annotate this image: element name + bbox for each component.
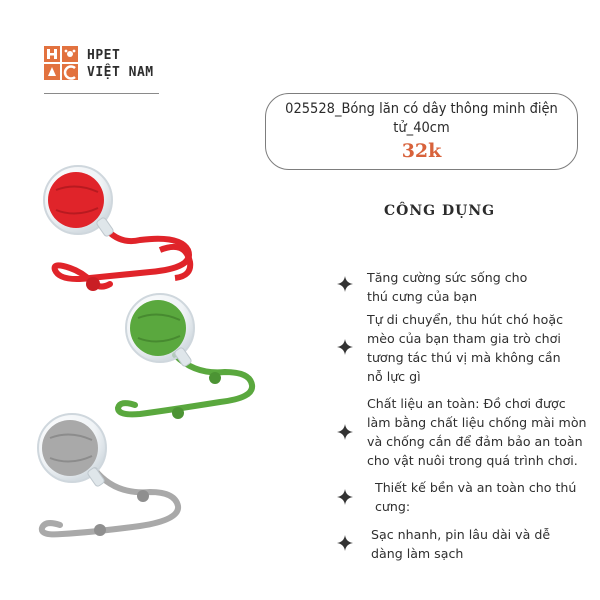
product-price: 32k: [401, 140, 442, 162]
green-ball-toy: [118, 294, 252, 419]
brand-line2: VIỆT NAM: [87, 65, 154, 80]
product-illustration: [0, 160, 340, 600]
benefit-item: Tăng cường sức sống cho thú cưng của bạn: [367, 270, 528, 304]
benefit-item: Thiết kế bền và an toàn cho thú cưng:: [375, 480, 577, 514]
benefit-item: Sạc nhanh, pin lâu dài và dễ dàng làm sạch: [371, 527, 551, 561]
benefit-item: Chất liệu an toàn: Đồ chơi được làm bằng chất liệu chống mài mòn và chống cắn để đảm bảo an toàn cho vật nuôi trong quá trình chơi.: [367, 396, 587, 468]
section-heading: CÔNG DỤNG: [384, 203, 496, 219]
brand-line1: HPET: [87, 48, 121, 63]
product-title: 025528_Bóng lăn có dây thông minh điện tử_40cm: [285, 101, 558, 136]
product-title-box: [265, 93, 578, 170]
brand-name: [87, 47, 154, 81]
gray-ball-toy: [38, 414, 178, 536]
logo-icon: [44, 46, 78, 80]
benefit-item: Tự di chuyển, thu hút chó hoặc mèo của bạn tham gia trò chơi tương tác thú vị mà không cần nỗ lực gì: [367, 312, 564, 384]
brand-divider: [44, 93, 159, 94]
red-ball-toy: [44, 166, 190, 291]
